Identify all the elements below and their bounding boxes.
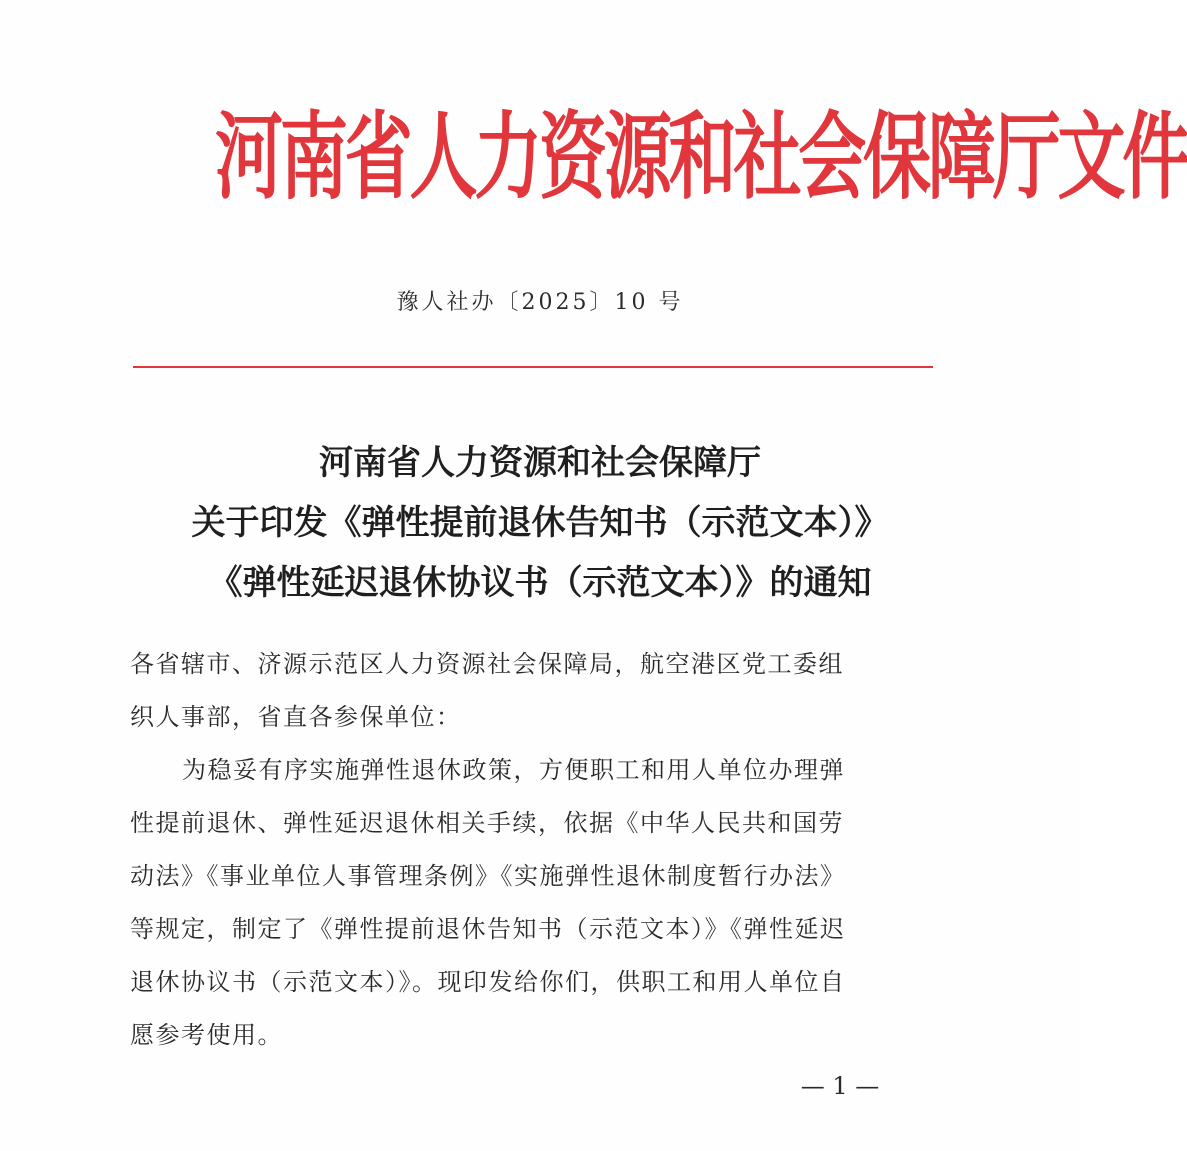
title-line-2: 关于印发《弹性提前退休告知书（示范文本）》 [191,503,889,543]
page-number: — 1 — [800,1072,880,1100]
body-line-4: 性提前退休、弹性延迟退休相关手续，依据《中华人民共和国劳 [130,809,844,837]
title-line-3: 《弹性延迟退休协议书（示范文本）》的通知 [208,563,872,603]
notice-title [0,433,1080,613]
body-line-6: 等规定，制定了《弹性提前退休告知书（示范文本）》《弹性延迟 [130,915,846,943]
document-number: 豫人社办〔2025〕10 号 [396,290,684,315]
document-masthead: 河南省人力资源和社会保障厅文件 [215,102,1187,212]
notice-body [130,638,930,1062]
body-line-1: 各省辖市、济源示范区人力资源社会保障局，航空港区党工委组 [130,650,844,678]
body-line-7: 退休协议书（示范文本）》。现印发给你们，供职工和用人单位自 [130,968,846,996]
red-divider-line [133,366,933,368]
body-line-2: 织人事部，省直各参保单位： [130,703,462,731]
body-line-3: 为稳妥有序实施弹性退休政策，方便职工和用人单位办理弹 [182,756,845,784]
body-line-8: 愿参考使用。 [130,1021,283,1049]
title-line-1: 河南省人力资源和社会保障厅 [319,443,761,483]
body-line-5: 动法》《事业单位人事管理条例》《实施弹性退休制度暂行办法》 [130,862,846,890]
